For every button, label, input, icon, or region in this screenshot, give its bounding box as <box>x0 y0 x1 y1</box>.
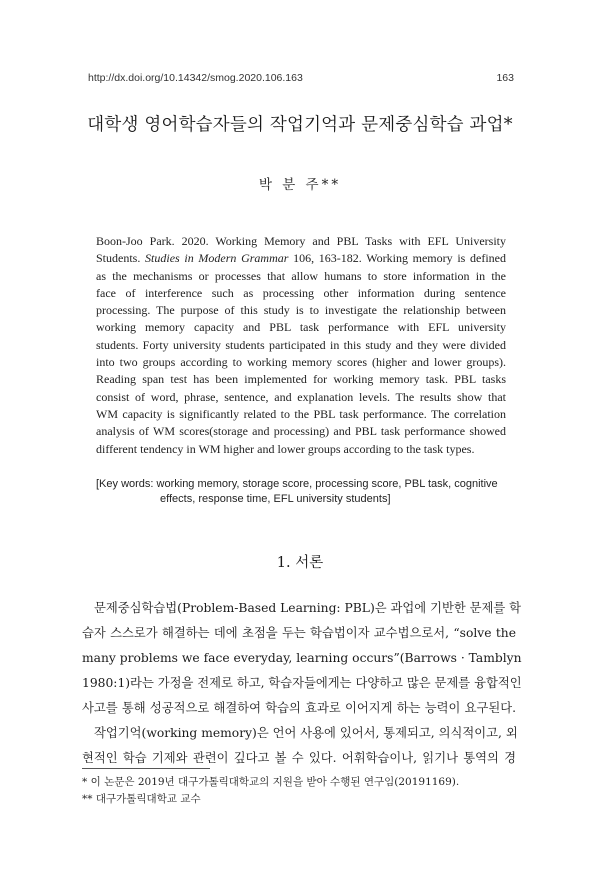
body-line: many problems we face everyday, learning occurs”(Barrows · Tamblyn <box>82 651 522 665</box>
page-number: 163 <box>496 72 514 84</box>
abstract-line: into two groups according to working memory scores (higher and lower groups). <box>96 355 506 370</box>
section-heading: 1. 서론 <box>276 555 324 571</box>
abstract-line: face of interference such as processing other information during sentence <box>96 285 506 300</box>
abstract <box>96 233 506 458</box>
body-line: 습자 스스로가 해결하는 데에 초점을 두는 학습법이자 교수법으로서, “solve the <box>82 626 516 640</box>
abstract-line: consist of word, phrase, sentence, and explanation levels. The results show that <box>96 389 506 404</box>
keywords <box>96 477 516 507</box>
body-line: 작업기억(working memory)은 언어 사용에 있어서, 통제되고, 의식적이고, 외 <box>94 726 518 740</box>
abstract-line: as the mechanisms or processes that allow humans to store information in the <box>96 268 506 283</box>
body-line: 현적인 학습 기제와 관련이 깊다고 볼 수 있다. 어휘학습이나, 읽기나 통역의 경 <box>82 751 516 765</box>
abstract-line: Boon-Joo Park. 2020. Working Memory and PBL Tasks with EFL University <box>96 234 506 248</box>
body-line: 1980:1)라는 가정을 전제로 하고, 학습자들에게는 다양하고 많은 문제를 융합적인 <box>82 676 522 690</box>
abstract-line: students. Forty university students participated in this study and they were divided <box>96 337 506 352</box>
doi-link[interactable]: http://dx.doi.org/10.14342/smog.2020.106.163 <box>88 72 303 84</box>
abstract-line: processing. The purpose of this study is to investigate the relationship between <box>96 303 506 318</box>
footnote-divider <box>82 768 210 769</box>
author-name: 박 분 주** <box>258 177 342 193</box>
body-line: 사고를 통해 성공적으로 해결하여 학습의 효과로 이어지게 하는 능력이 요구된다. <box>82 701 516 715</box>
footnotes <box>82 774 522 808</box>
abstract-line: Reading span test has been implemented for working memory task. PBL tasks <box>96 372 506 387</box>
journal-name: Studies in Modern Grammar <box>145 251 289 266</box>
body-line: 문제중심학습법(Problem-Based Learning: PBL)은 과업에 기반한 문제를 학 <box>94 601 522 615</box>
abstract-text: 106, 163-182. Working memory is defined <box>288 251 506 266</box>
abstract-line: WM capacity is significantly related to the PBL task performance. The correlation <box>96 406 506 421</box>
footnote-affiliation: ** 대구가톨릭대학교 교수 <box>82 793 201 805</box>
abstract-text: Students. <box>96 251 146 266</box>
paper-title: 대학생 영어학습자들의 작업기억과 문제중심학습 과업* <box>87 115 513 135</box>
abstract-line: working memory capacity and PBL task performance with EFL university <box>96 320 506 335</box>
footnote-funding: * 이 논문은 2019년 대구가톨릭대학교의 지원을 받아 수행된 연구임(20191169). <box>82 776 460 788</box>
body-text <box>82 596 522 771</box>
keywords-line: [Key words: working memory, storage score, processing score, PBL task, cognitive <box>96 478 498 490</box>
abstract-line: analysis of WM scores(storage and processing) and PBL task performance showed <box>96 424 506 439</box>
abstract-line <box>96 250 506 267</box>
keywords-line: effects, response time, EFL university students] <box>160 493 391 505</box>
abstract-line: different tendency in WM higher and lower groups according to the task types. <box>96 441 475 456</box>
